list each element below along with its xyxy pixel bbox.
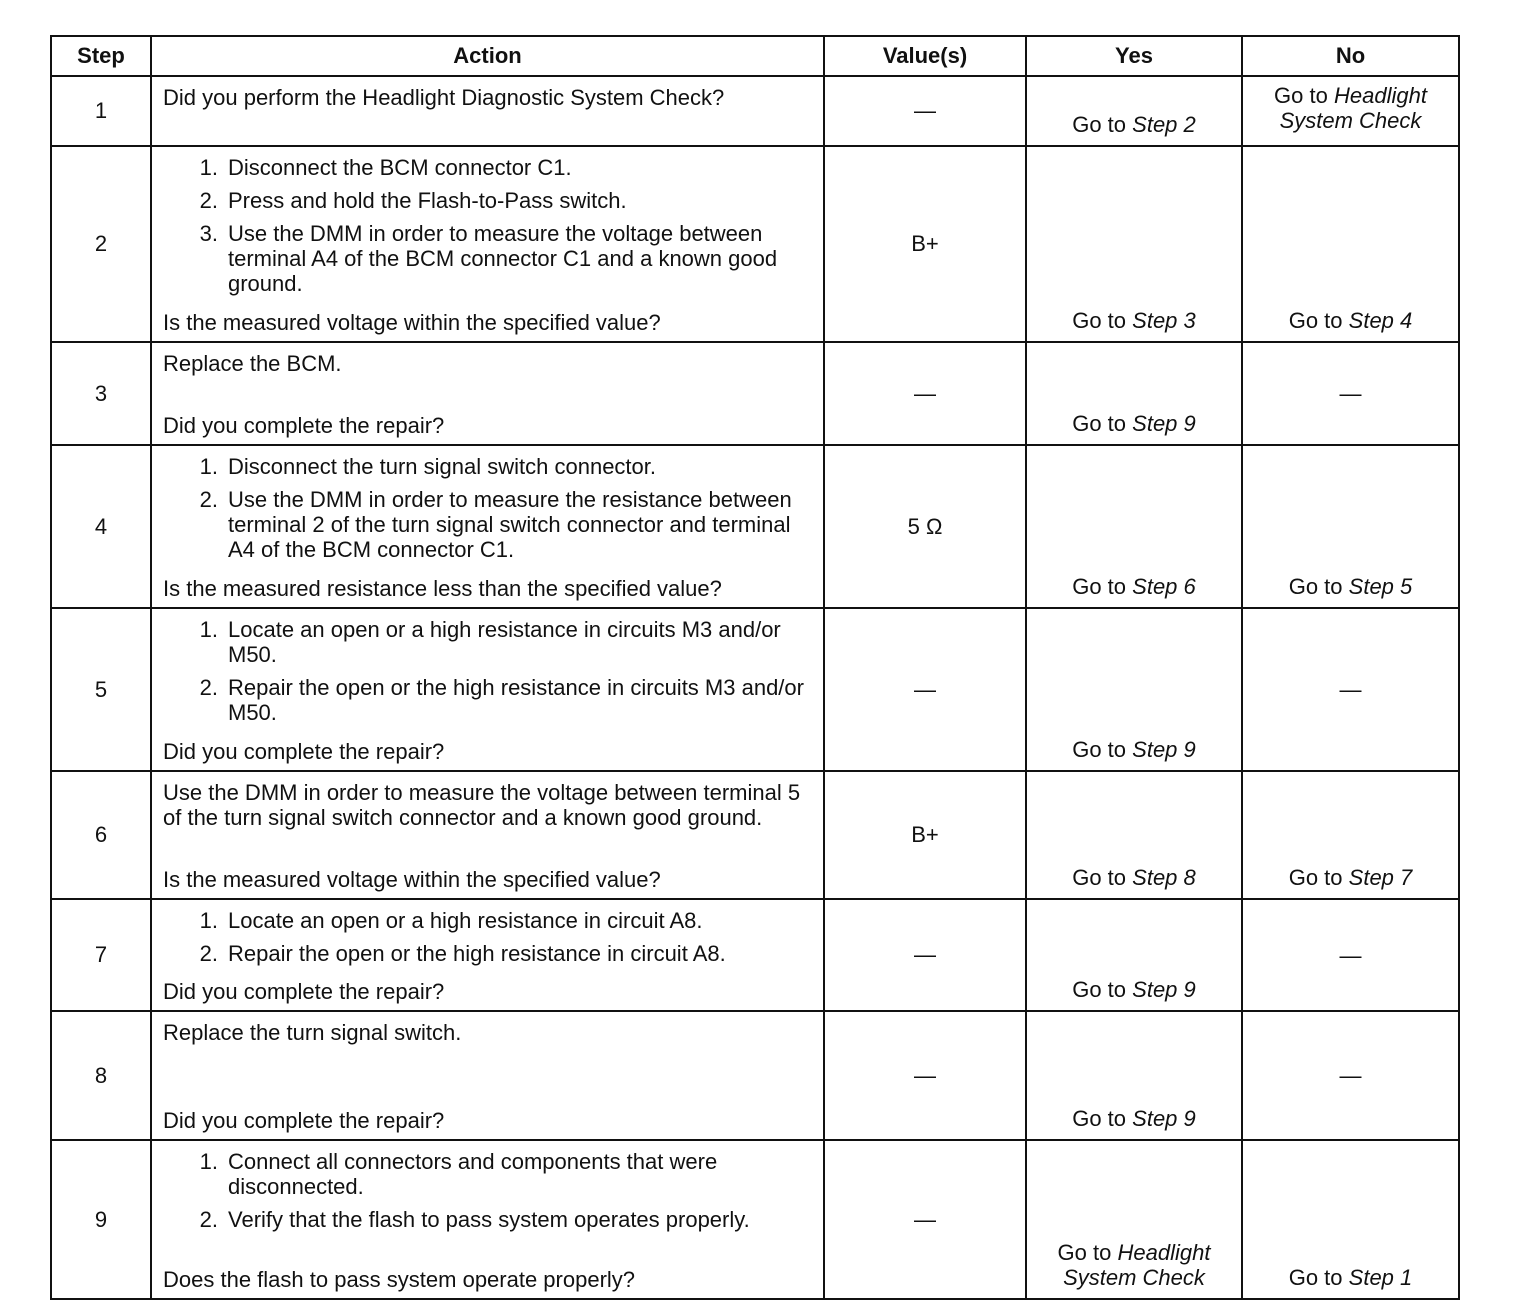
no-cell (1242, 146, 1459, 342)
no-prefix: Go to (1288, 865, 1343, 890)
action-question: Is the measured resistance less than the specified value? (163, 576, 722, 601)
yes-cell (1026, 342, 1242, 445)
table-body (51, 76, 1459, 1299)
yes-cell (1026, 146, 1242, 342)
substep-list (163, 908, 813, 966)
header-no: No (1242, 36, 1459, 76)
substep-number: 1. (199, 1149, 218, 1174)
action-content (163, 908, 813, 1004)
substep-number: 1. (199, 454, 218, 479)
yes-prefix: Go to (1072, 411, 1127, 436)
no-cell (1242, 445, 1459, 608)
value-cell: — (824, 608, 1026, 771)
table-row (51, 1011, 1459, 1140)
step-number: 9 (51, 1140, 151, 1299)
value-cell: — (824, 899, 1026, 1011)
yes-cell (1026, 1011, 1242, 1140)
action-cell (151, 445, 824, 608)
step-number: 2 (51, 146, 151, 342)
yes-target: Step 9 (1132, 977, 1196, 1002)
value-cell: — (824, 1140, 1026, 1299)
action-question: Did you complete the repair? (163, 1108, 445, 1133)
substep-text: Locate an open or a high resistance in circuits M3 and/or M50. (228, 617, 781, 667)
action-cell (151, 899, 824, 1011)
action-content (163, 85, 813, 139)
action-top (163, 1020, 813, 1045)
yes-prefix: Go to (1072, 977, 1127, 1002)
action-content (163, 1020, 813, 1133)
yes-prefix: Go to (1057, 1240, 1112, 1265)
action-top (163, 155, 813, 296)
yes-prefix: Go to (1072, 737, 1127, 762)
substep-item (163, 221, 813, 296)
action-instruction: Use the DMM in order to measure the voltage between terminal 5 of the turn signal switch connector and a known good ground. (163, 780, 801, 830)
no-target: — (1339, 677, 1362, 702)
action-cell (151, 76, 824, 146)
yes-prefix: Go to (1072, 865, 1127, 890)
substep-number: 2. (199, 941, 218, 966)
action-content (163, 454, 813, 601)
header-action: Action (151, 36, 824, 76)
diagnostic-table (50, 35, 1460, 1300)
table-row (51, 76, 1459, 146)
action-top (163, 1149, 813, 1232)
action-top (163, 617, 813, 725)
table-row (51, 899, 1459, 1011)
yes-prefix: Go to (1072, 1106, 1127, 1131)
action-cell (151, 1011, 824, 1140)
no-target: Step 5 (1348, 574, 1413, 599)
substep-number: 1. (199, 155, 218, 180)
yes-target: Step 9 (1132, 411, 1196, 436)
no-prefix: Go to (1274, 83, 1328, 108)
substep-text: Repair the open or the high resistance in circuit A8. (228, 941, 726, 966)
substep-number: 2. (199, 188, 218, 213)
substep-number: 1. (199, 908, 218, 933)
substep-item (163, 675, 813, 725)
substep-list (163, 454, 813, 562)
substep-list (163, 155, 813, 296)
substep-item (163, 617, 813, 667)
no-target: Headlight System Check (1279, 83, 1427, 133)
value-cell: — (824, 76, 1026, 146)
substep-number: 1. (199, 617, 218, 642)
action-content (163, 617, 813, 764)
action-question: Did you complete the repair? (163, 413, 445, 438)
no-cell (1242, 899, 1459, 1011)
yes-target: Step 9 (1132, 737, 1196, 762)
header-values: Value(s) (824, 36, 1026, 76)
no-cell (1242, 1011, 1459, 1140)
no-target: — (1339, 381, 1362, 406)
table-row (51, 342, 1459, 445)
value-cell: — (824, 1011, 1026, 1140)
action-top (163, 454, 813, 562)
substep-item (163, 454, 813, 479)
substep-item (163, 1149, 813, 1199)
action-question: Did you complete the repair? (163, 739, 445, 764)
action-content (163, 1149, 813, 1292)
action-top (163, 908, 813, 966)
substep-text: Verify that the flash to pass system operates properly. (228, 1207, 750, 1232)
substep-text: Use the DMM in order to measure the resistance between terminal 2 of the turn signal switch connector and terminal A4 of the BCM connector C1. (228, 487, 792, 562)
yes-prefix: Go to (1072, 112, 1127, 137)
action-content (163, 351, 813, 438)
yes-cell (1026, 1140, 1242, 1299)
header-row (51, 36, 1459, 76)
substep-item (163, 908, 813, 933)
no-target: Step 4 (1348, 308, 1413, 333)
step-number: 4 (51, 445, 151, 608)
step-number: 8 (51, 1011, 151, 1140)
substep-number: 2. (199, 487, 218, 512)
header-yes: Yes (1026, 36, 1242, 76)
no-cell (1242, 76, 1459, 146)
action-question: Is the measured voltage within the specified value? (163, 867, 661, 892)
substep-number: 2. (199, 1207, 218, 1232)
action-cell (151, 342, 824, 445)
yes-cell (1026, 608, 1242, 771)
step-number: 3 (51, 342, 151, 445)
action-top (163, 85, 813, 110)
yes-cell (1026, 76, 1242, 146)
substep-item (163, 941, 813, 966)
header-step: Step (51, 36, 151, 76)
no-target: — (1339, 942, 1362, 968)
substep-text: Disconnect the turn signal switch connector. (228, 454, 657, 479)
yes-cell (1026, 445, 1242, 608)
table-row (51, 445, 1459, 608)
value-cell: — (824, 342, 1026, 445)
no-prefix: Go to (1288, 1265, 1343, 1290)
substep-text: Repair the open or the high resistance in circuits M3 and/or M50. (228, 675, 804, 725)
no-cell (1242, 771, 1459, 899)
table-row (51, 146, 1459, 342)
action-cell (151, 1140, 824, 1299)
action-question: Does the flash to pass system operate properly? (163, 1267, 636, 1292)
no-target: — (1339, 1063, 1362, 1088)
yes-prefix: Go to (1072, 574, 1127, 599)
yes-target: Headlight System Check (1063, 1240, 1211, 1290)
no-cell (1242, 1140, 1459, 1299)
substep-text: Use the DMM in order to measure the voltage between terminal A4 of the BCM connector C1 and a known good ground. (228, 221, 778, 296)
value-cell: B+ (824, 771, 1026, 899)
substep-list (163, 617, 813, 725)
action-question: Did you complete the repair? (163, 979, 445, 1004)
table-row (51, 1140, 1459, 1299)
substep-text: Locate an open or a high resistance in circuit A8. (228, 908, 703, 933)
yes-prefix: Go to (1072, 308, 1127, 333)
yes-cell (1026, 899, 1242, 1011)
no-target: Step 1 (1348, 1265, 1413, 1290)
no-cell (1242, 342, 1459, 445)
action-cell (151, 608, 824, 771)
action-content (163, 780, 813, 892)
action-content (163, 155, 813, 335)
value-cell: 5 Ω (824, 445, 1026, 608)
no-prefix: Go to (1288, 574, 1343, 599)
substep-text: Connect all connectors and components that were disconnected. (228, 1149, 718, 1199)
substep-text: Disconnect the BCM connector C1. (228, 155, 572, 180)
substep-number: 2. (199, 675, 218, 700)
no-cell (1242, 608, 1459, 771)
yes-cell (1026, 771, 1242, 899)
yes-target: Step 8 (1132, 865, 1196, 890)
yes-target: Step 2 (1132, 112, 1196, 137)
table-row (51, 771, 1459, 899)
action-question: Is the measured voltage within the specified value? (163, 310, 661, 335)
substep-item (163, 155, 813, 180)
substep-number: 3. (199, 221, 218, 246)
action-top (163, 780, 813, 830)
no-target: Step 7 (1348, 865, 1413, 890)
substep-text: Press and hold the Flash-to-Pass switch. (228, 188, 627, 213)
yes-target: Step 9 (1132, 1106, 1196, 1131)
substep-item (163, 188, 813, 213)
action-instruction: Did you perform the Headlight Diagnostic System Check? (163, 85, 725, 110)
action-top (163, 351, 813, 376)
value-cell: B+ (824, 146, 1026, 342)
step-number: 6 (51, 771, 151, 899)
substep-item (163, 487, 813, 562)
step-number: 7 (51, 899, 151, 1011)
action-cell (151, 771, 824, 899)
substep-item (163, 1207, 813, 1232)
action-cell (151, 146, 824, 342)
yes-target: Step 3 (1132, 308, 1196, 333)
no-prefix: Go to (1288, 308, 1343, 333)
step-number: 1 (51, 76, 151, 146)
yes-target: Step 6 (1132, 574, 1196, 599)
table-row (51, 608, 1459, 771)
step-number: 5 (51, 608, 151, 771)
action-instruction: Replace the BCM. (163, 351, 342, 376)
substep-list (163, 1149, 813, 1232)
action-instruction: Replace the turn signal switch. (163, 1020, 462, 1045)
